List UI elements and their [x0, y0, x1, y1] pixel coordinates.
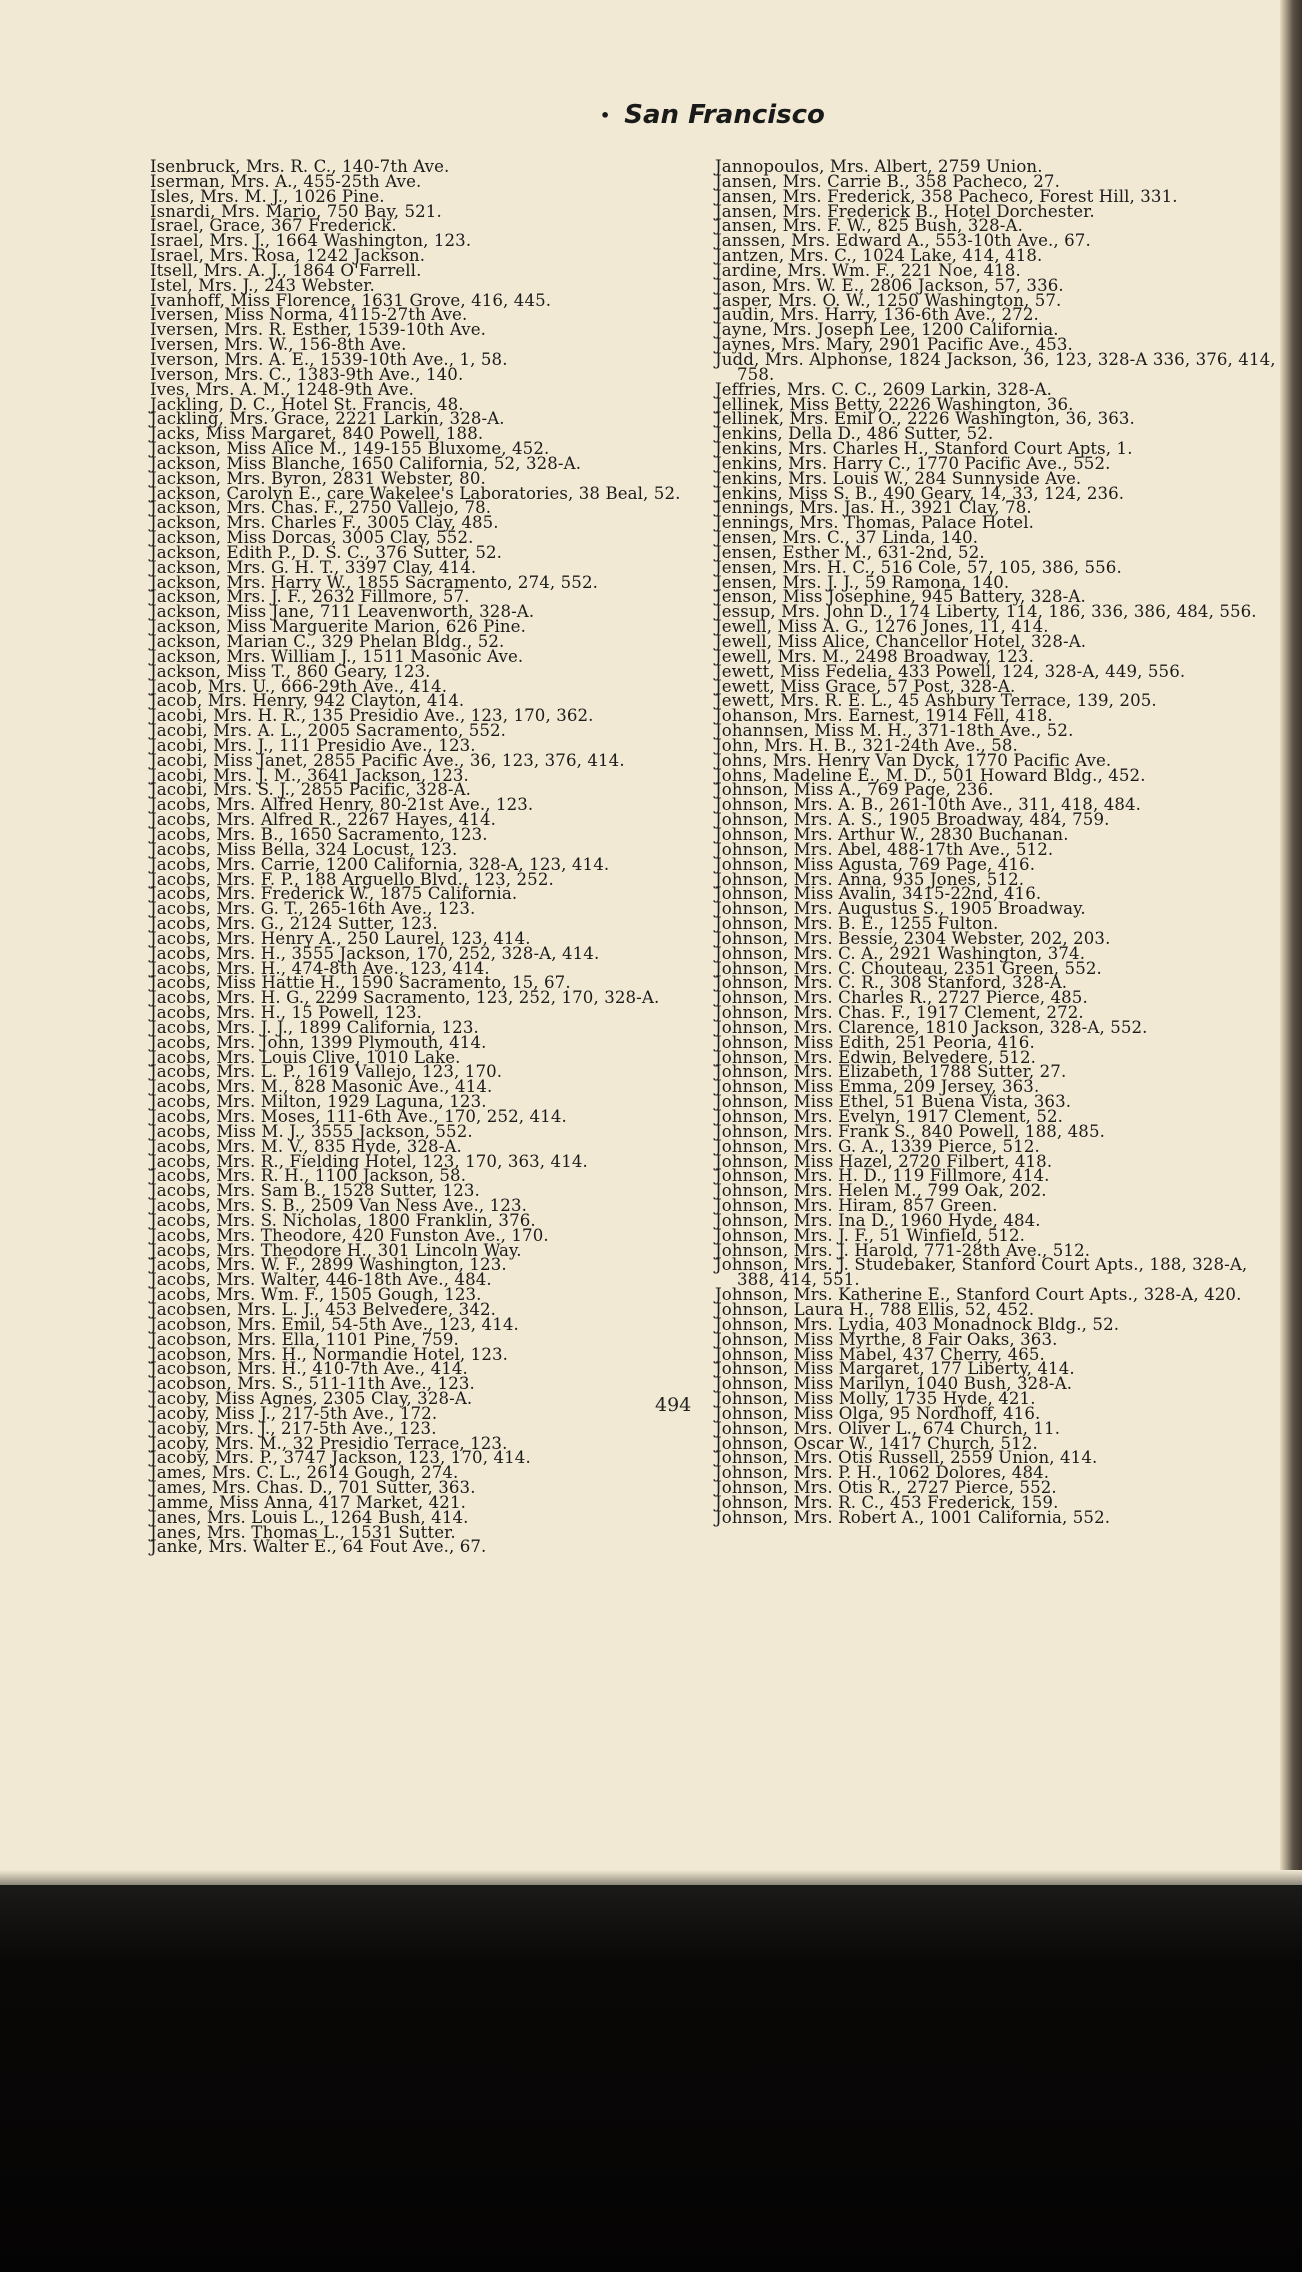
directory-entry: Jansen, Mrs. Frederick B., Hotel Dorchester. — [715, 201, 1095, 221]
directory-entry: Jansen, Mrs. F. W., 825 Bush, 328-A. — [715, 216, 1023, 236]
directory-entry: Jackson, Mrs. Harry W., 1855 Sacramento, 274, 552. — [150, 572, 598, 592]
directory-entry: Johnson, Miss Olga, 95 Nordhoff, 416. — [715, 1403, 1041, 1423]
directory-entry: Johnson, Mrs. Clarence, 1810 Jackson, 328-A, 552. — [715, 1017, 1148, 1037]
directory-entry: Judd, Mrs. Alphonse, 1824 Jackson, 36, 123, 328-A 336, 376, 414, 758. — [715, 349, 1276, 384]
directory-entry: Jacobs, Mrs. F. P., 188 Arguello Blvd., 123, 252. — [150, 869, 554, 889]
directory-entry: Israel, Grace, 367 Frederick. — [150, 216, 397, 236]
directory-entry: Jacobs, Mrs. M., 828 Masonic Ave., 414. — [150, 1077, 493, 1097]
directory-entry: Jackson, Miss Dorcas, 3005 Clay, 552. — [150, 528, 474, 548]
directory-entry: Iverson, Mrs. A. E., 1539-10th Ave., 1, 58. — [150, 349, 508, 369]
directory-entry: Jenkins, Mrs. Charles H., Stanford Court Apts, 1. — [715, 439, 1133, 459]
directory-entry: Itsell, Mrs. A. J., 1864 O'Farrell. — [150, 260, 422, 280]
directory-entry: Jacobi, Mrs. J. M., 3641 Jackson, 123. — [150, 765, 469, 785]
directory-entry: Jacobs, Mrs. Milton, 1929 Laguna, 123. — [150, 1092, 487, 1112]
directory-entry: James, Mrs. C. L., 2614 Gough, 274. — [150, 1463, 459, 1483]
directory-entry: Jacobs, Mrs. G. T., 265-16th Ave., 123. — [150, 899, 476, 919]
directory-entry: Johnson, Mrs. R. C., 453 Frederick, 159. — [715, 1492, 1059, 1512]
directory-entry: Jacobs, Mrs. M. V., 835 Hyde, 328-A. — [150, 1136, 462, 1156]
page-title: San Francisco — [624, 100, 825, 130]
directory-entry: Johnson, Mrs. Robert A., 1001 California, 552. — [715, 1507, 1111, 1527]
directory-entry: Johnson, Mrs. Evelyn, 1917 Clement, 52. — [715, 1107, 1064, 1126]
directory-entry: Johnson, Mrs. Otis R., 2727 Pierce, 552. — [715, 1478, 1057, 1498]
directory-entry: Jackling, Mrs. Grace, 2221 Larkin, 328-A. — [150, 409, 505, 429]
directory-entry: Jardine, Mrs. Wm. F., 221 Noe, 418. — [715, 260, 1021, 280]
directory-entry: Jantzen, Mrs. C., 1024 Lake, 414, 418. — [715, 246, 1043, 266]
directory-entry: Jacobs, Mrs. Carrie, 1200 California, 328-A, 123, 414. — [150, 854, 610, 874]
directory-entry: Jenkins, Mrs. Louis W., 284 Sunnyside Ave. — [715, 468, 1082, 488]
directory-entry: Jacobs, Mrs. H., 15 Powell, 123. — [150, 1003, 423, 1023]
directory-entry: Jacoby, Mrs. J., 217-5th Ave., 123. — [150, 1418, 437, 1438]
directory-entry: Istel, Mrs. J., 243 Webster. — [150, 275, 375, 295]
directory-entry: Isles, Mrs. M. J., 1026 Pine. — [150, 186, 385, 206]
directory-entry: Jensen, Mrs. H. C., 516 Cole, 57, 105, 386, 556. — [715, 557, 1122, 577]
directory-entry: Jackson, Mrs. Byron, 2831 Webster, 80. — [150, 468, 486, 488]
directory-entry: Johnson, Mrs. A. S., 1905 Broadway, 484, 759. — [715, 810, 1110, 830]
directory-entry: Johnson, Mrs. Elizabeth, 1788 Sutter, 27. — [715, 1062, 1067, 1082]
directory-entry: Jellinek, Miss Betty, 2226 Washington, 36. — [715, 394, 1074, 414]
directory-entry: Jacobs, Mrs. Walter, 446-18th Ave., 484. — [150, 1270, 492, 1290]
directory-entry: Jacobs, Mrs. Theodore H., 301 Lincoln Way. — [150, 1240, 522, 1260]
directory-entry: Johnson, Mrs. C. Chouteau, 2351 Green, 552. — [715, 958, 1102, 978]
directory-entry: Janes, Mrs. Louis L., 1264 Bush, 414. — [150, 1507, 469, 1527]
directory-entry: Jacobi, Mrs. S. J., 2855 Pacific, 328-A. — [150, 780, 472, 800]
directory-entry: Janssen, Mrs. Edward A., 553-10th Ave., 67. — [715, 231, 1091, 251]
directory-entry: Jacoby, Mrs. M., 32 Presidio Terrace, 123. — [150, 1433, 508, 1453]
directory-entry: Johnson, Miss Mabel, 437 Cherry, 465. — [715, 1344, 1045, 1364]
directory-entry: Jacobson, Mrs. S., 511-11th Ave., 123. — [150, 1374, 475, 1394]
directory-entry: Jacobs, Mrs. H., 474-8th Ave., 123, 414. — [150, 958, 490, 978]
directory-entry: Johnson, Miss Margaret, 177 Liberty, 414. — [715, 1359, 1075, 1379]
directory-entry: Jackson, Miss Alice M., 149-155 Bluxome, 452. — [150, 439, 550, 459]
directory-entry: Jacobs, Mrs. B., 1650 Sacramento, 123. — [150, 824, 488, 844]
directory-entry: Jacobi, Mrs. J., 111 Presidio Ave., 123. — [150, 735, 476, 755]
directory-entry: Jackson, Miss Blanche, 1650 California, 52, 328-A. — [150, 453, 582, 473]
directory-entry: Johnson, Mrs. Abel, 488-17th Ave., 512. — [715, 839, 1054, 859]
directory-entry: Jasper, Mrs. O. W., 1250 Washington, 57. — [715, 290, 1062, 310]
directory-entry: Johnson, Mrs. Ina D., 1960 Hyde, 484. — [715, 1210, 1041, 1230]
directory-entry: Jacobs, Mrs. R. H., 1100 Jackson, 58. — [150, 1166, 467, 1186]
right-column — [715, 157, 1276, 1527]
directory-entry: Jackson, Mrs. William J., 1511 Masonic Ave. — [150, 646, 524, 666]
directory-entry: Johnson, Miss Avalin, 3415-22nd, 416. — [715, 884, 1042, 904]
directory-entry: James, Mrs. Chas. D., 701 Sutter, 363. — [150, 1478, 476, 1498]
directory-entry: Jacobs, Mrs. Sam B., 1528 Sutter, 123. — [150, 1181, 480, 1201]
directory-entry: Johnson, Mrs. Lydia, 403 Monadnock Bldg., 52. — [715, 1314, 1120, 1334]
directory-entry: Johnson, Mrs. C. A., 2921 Washington, 374. — [715, 943, 1086, 963]
directory-entry: Jackson, Mrs. J. F., 2632 Fillmore, 57. — [150, 587, 470, 607]
directory-entry: Johnson, Mrs. G. A., 1339 Pierce, 512. — [715, 1136, 1040, 1156]
directory-entry: Jacobs, Mrs. Wm. F., 1505 Gough, 123. — [150, 1285, 482, 1305]
directory-entry: Johnson, Mrs. Helen M., 799 Oak, 202. — [715, 1181, 1047, 1201]
directory-entry: Jacob, Mrs. Henry, 942 Clayton, 414. — [150, 691, 465, 711]
directory-entry: Iversen, Miss Norma, 4115-27th Ave. — [150, 305, 468, 325]
directory-entry: Johnson, Miss Molly, 1735 Hyde, 421. — [715, 1389, 1036, 1409]
directory-entry: Jacobson, Mrs. H., Normandie Hotel, 123. — [150, 1344, 509, 1364]
directory-entry: Jacobs, Mrs. S. B., 2509 Van Ness Ave., 123. — [150, 1196, 527, 1216]
directory-entry: Isnardi, Mrs. Mario, 750 Bay, 521. — [150, 201, 442, 221]
directory-entry: Jacobs, Mrs. Frederick W., 1875 California. — [150, 884, 518, 904]
directory-entry: Johnson, Miss Ethel, 51 Buena Vista, 363. — [715, 1092, 1072, 1112]
directory-entry: Jacoby, Mrs. P., 3747 Jackson, 123, 170, 414. — [150, 1448, 531, 1468]
directory-entry: Jaynes, Mrs. Mary, 2901 Pacific Ave., 453. — [715, 335, 1073, 355]
directory-entry: Jacobs, Mrs. S. Nicholas, 1800 Franklin, 376. — [150, 1210, 536, 1230]
directory-entry: Jacobson, Mrs. H., 410-7th Ave., 414. — [150, 1359, 468, 1379]
directory-entry: Jacobson, Mrs. Ella, 1101 Pine, 759. — [150, 1329, 459, 1349]
directory-entry: Jellinek, Mrs. Emil O., 2226 Washington, 36, 363. — [715, 409, 1135, 429]
directory-entry: Israel, Mrs. J., 1664 Washington, 123. — [150, 231, 472, 251]
directory-entry: Israel, Mrs. Rosa, 1242 Jackson. — [150, 246, 426, 266]
directory-entry: Johns, Mrs. Henry Van Dyck, 1770 Pacific Ave. — [715, 750, 1112, 770]
directory-entry: Johanson, Mrs. Earnest, 1914 Fell, 418. — [715, 706, 1053, 726]
left-column — [150, 157, 690, 1557]
directory-entry: Johnson, Mrs. Frank S., 840 Powell, 188, 485. — [715, 1121, 1105, 1141]
directory-entry: Johnson, Mrs. Arthur W., 2830 Buchanan. — [715, 824, 1069, 844]
dark-background — [0, 1885, 1302, 2272]
directory-entry: Johnson, Mrs. A. B., 261-10th Ave., 311, 418, 484. — [715, 795, 1142, 815]
directory-entry: Jacobi, Miss Janet, 2855 Pacific Ave., 36, 123, 376, 414. — [150, 750, 625, 770]
directory-entry: Johnson, Mrs. Bessie, 2304 Webster, 202, 203. — [715, 928, 1111, 948]
directory-entry: Jackson, Mrs. Charles F., 3005 Clay, 485. — [150, 513, 499, 533]
directory-entry: Jenkins, Mrs. Harry C., 1770 Pacific Ave., 552. — [715, 453, 1111, 473]
directory-entry: Jackson, Edith P., D. S. C., 376 Sutter, 52. — [150, 542, 503, 562]
directory-entry: Johnson, Mrs. Chas. F., 1917 Clement, 272. — [715, 1003, 1084, 1023]
directory-entry: Johnson, Mrs. J. Harold, 771-28th Ave., 512. — [715, 1240, 1091, 1260]
directory-entry: Jewett, Mrs. R. E. L., 45 Ashbury Terrace, 139, 205. — [715, 691, 1157, 711]
directory-entry: Johnson, Mrs. Augustus S., 1905 Broadway. — [715, 899, 1086, 919]
directory-entry: Jacobs, Mrs. W. F., 2899 Washington, 123. — [150, 1255, 507, 1275]
directory-entry: Jacobson, Mrs. Emil, 54-5th Ave., 123, 414. — [150, 1314, 519, 1334]
directory-entry: Jacobs, Miss M. J., 3555 Jackson, 552. — [150, 1121, 473, 1141]
directory-entry: Jewell, Miss A. G., 1276 Jones, 11, 414. — [715, 617, 1049, 637]
directory-entry: Jackson, Carolyn E., care Wakelee's Laboratories, 38 Beal, 52. — [150, 483, 681, 503]
directory-entry: Jackson, Marian C., 329 Phelan Bldg., 52. — [150, 632, 505, 651]
directory-entry: Jewett, Miss Grace, 57 Post, 328-A. — [715, 676, 1016, 696]
directory-entry: Johnson, Miss Myrthe, 8 Fair Oaks, 363. — [715, 1329, 1058, 1349]
directory-entry: Johnson, Mrs. J. Studebaker, Stanford Court Apts., 188, 328-A, 388, 414, 551. — [715, 1255, 1248, 1290]
directory-entry: Jacobs, Mrs. H. G., 2299 Sacramento, 123, 252, 170, 328-A. — [150, 988, 660, 1008]
directory-entry: Jacobs, Mrs. R., Fielding Hotel, 123, 170, 363, 414. — [150, 1151, 588, 1171]
directory-entry: Jessup, Mrs. John D., 174 Liberty, 114, 186, 336, 386, 484, 556. — [715, 602, 1257, 622]
directory-entry: Jenkins, Della D., 486 Sutter, 52. — [715, 424, 994, 444]
directory-entry: Jackson, Mrs. G. H. T., 3397 Clay, 414. — [150, 557, 477, 577]
directory-entry: Johannsen, Miss M. H., 371-18th Ave., 52. — [715, 721, 1074, 741]
directory-entry: Iversen, Mrs. W., 156-8th Ave. — [150, 335, 407, 355]
directory-entry: Johnson, Miss Marilyn, 1040 Bush, 328-A. — [715, 1374, 1073, 1394]
directory-entry: Jacobs, Mrs. Theodore, 420 Funston Ave., 170. — [150, 1225, 549, 1245]
directory-entry: Jason, Mrs. W. E., 2806 Jackson, 57, 336. — [715, 275, 1064, 295]
directory-entry: Jacobs, Miss Hattie H., 1590 Sacramento, 15, 67. — [150, 973, 571, 993]
directory-entry: Isenbruck, Mrs. R. C., 140-7th Ave. — [150, 157, 450, 176]
directory-entry: John, Mrs. H. B., 321-24th Ave., 58. — [715, 735, 1018, 755]
directory-entry: Johnson, Mrs. P. H., 1062 Dolores, 484. — [715, 1463, 1050, 1483]
directory-entry: Jenson, Miss Josephine, 945 Battery, 328-A. — [715, 587, 1086, 607]
directory-entry: Jaudin, Mrs. Harry, 136-6th Ave., 272. — [715, 305, 1039, 325]
directory-entry: Johnson, Oscar W., 1417 Church, 512. — [715, 1433, 1038, 1453]
directory-entry: Jacobsen, Mrs. L. J., 453 Belvedere, 342. — [150, 1299, 497, 1319]
directory-entry: Janke, Mrs. Walter E., 64 Fout Ave., 67. — [150, 1537, 487, 1557]
directory-entry: Jensen, Esther M., 631-2nd, 52. — [715, 542, 985, 562]
directory-entry: Jacobs, Mrs. H., 3555 Jackson, 170, 252, 328-A, 414. — [150, 943, 600, 963]
directory-entry: Jewell, Miss Alice, Chancellor Hotel, 328-A. — [715, 632, 1087, 651]
directory-entry: Jewell, Mrs. M., 2498 Broadway, 123. — [715, 646, 1034, 666]
directory-entry: Johnson, Miss Hazel, 2720 Filbert, 418. — [715, 1151, 1053, 1171]
directory-entry: Johnson, Mrs. Charles R., 2727 Pierce, 485. — [715, 988, 1088, 1008]
directory-entry: Jacobs, Mrs. Alfred Henry, 80-21st Ave., 123. — [150, 795, 534, 815]
directory-entry: Johnson, Mrs. Otis Russell, 2559 Union, 414. — [715, 1448, 1098, 1468]
directory-entry: Jennings, Mrs. Thomas, Palace Hotel. — [715, 513, 1034, 533]
directory-entry: Jannopoulos, Mrs. Albert, 2759 Union. — [715, 157, 1043, 176]
directory-entry: Jensen, Mrs. J. J., 59 Ramona, 140. — [715, 572, 1010, 592]
directory-entry: Jamme, Miss Anna, 417 Market, 421. — [150, 1492, 466, 1512]
directory-entry: Jackson, Mrs. Chas. F., 2750 Vallejo, 78. — [150, 498, 492, 518]
directory-entry: Jacobs, Mrs. Moses, 111-6th Ave., 170, 252, 414. — [150, 1107, 567, 1126]
directory-entry: Johnson, Miss Emma, 209 Jersey, 363. — [715, 1077, 1040, 1097]
directory-entry: Jacobs, Mrs. Louis Clive, 1010 Lake. — [150, 1047, 461, 1067]
directory-entry: Jackson, Miss Jane, 711 Leavenworth, 328-A. — [150, 602, 535, 622]
directory-entry: Jacobi, Mrs. A. L., 2005 Sacramento, 552. — [150, 721, 507, 741]
directory-entry: Johnson, Mrs. J. F., 51 Winfield, 512. — [715, 1225, 1026, 1245]
directory-entry: Jacobs, Mrs. Alfred R., 2267 Hayes, 414. — [150, 810, 496, 830]
directory-entry: Ives, Mrs. A. M., 1248-9th Ave. — [150, 379, 415, 399]
directory-entry: Jacobs, Mrs. J. J., 1899 California, 123. — [150, 1017, 479, 1037]
directory-entry: Jacobs, Mrs. L. P., 1619 Vallejo, 123, 170. — [150, 1062, 503, 1082]
directory-entry: Jacobs, Mrs. Henry A., 250 Laurel, 123, 414. — [150, 928, 531, 948]
directory-entry: Jansen, Mrs. Frederick, 358 Pacheco, Forest Hill, 331. — [715, 186, 1178, 206]
header-bullet: • — [600, 106, 611, 125]
directory-entry: Jackson, Miss Marguerite Marion, 626 Pine. — [150, 617, 526, 637]
directory-entry: Iserman, Mrs. A., 455-25th Ave. — [150, 171, 422, 191]
directory-entry: Johnson, Miss Edith, 251 Peoria, 416. — [715, 1032, 1035, 1052]
directory-entry: Jacobi, Mrs. H. R., 135 Presidio Ave., 123, 170, 362. — [150, 706, 594, 726]
directory-entry: Ivanhoff, Miss Florence, 1631 Grove, 416, 445. — [150, 290, 552, 310]
directory-entry: Jacob, Mrs. U., 666-29th Ave., 414. — [150, 676, 448, 696]
directory-entry: Johns, Madeline E., M. D., 501 Howard Bldg., 452. — [715, 765, 1146, 785]
page-edge — [1280, 0, 1302, 1940]
directory-entry: Jacks, Miss Margaret, 840 Powell, 188. — [150, 424, 484, 444]
directory-entry: Jennings, Mrs. Jas. H., 3921 Clay, 78. — [715, 498, 1032, 518]
directory-entry: Johnson, Mrs. Edwin, Belvedere, 512. — [715, 1047, 1037, 1067]
directory-entry: Jacobs, Mrs. G., 2124 Sutter, 123. — [150, 914, 438, 934]
directory-entry: Janes, Mrs. Thomas L., 1531 Sutter. — [150, 1522, 456, 1542]
directory-entry: Jayne, Mrs. Joseph Lee, 1200 California. — [715, 320, 1059, 340]
directory-entry: Jackson, Miss T., 860 Geary, 123. — [150, 661, 431, 681]
directory-entry: Jansen, Mrs. Carrie B., 358 Pacheco, 27. — [715, 171, 1060, 191]
directory-entry: Johnson, Mrs. Katherine E., Stanford Court Apts., 328-A, 420. — [715, 1285, 1242, 1305]
directory-entry: Jensen, Mrs. C., 37 Linda, 140. — [715, 528, 979, 548]
directory-entry: Johnson, Laura H., 788 Ellis, 52, 452. — [715, 1299, 1035, 1319]
directory-entry: Jacobs, Miss Bella, 324 Locust, 123. — [150, 839, 458, 859]
directory-entry: Jacoby, Miss Agnes, 2305 Clay, 328-A. — [150, 1389, 473, 1409]
directory-entry: Jenkins, Miss S. B., 490 Geary, 14, 33, 124, 236. — [715, 483, 1125, 503]
directory-entry: Jacobs, Mrs. John, 1399 Plymouth, 414. — [150, 1032, 487, 1052]
directory-entry: Johnson, Mrs. Anna, 935 Jones, 512. — [715, 869, 1025, 889]
directory-entry: Johnson, Miss A., 769 Page, 236. — [715, 780, 994, 800]
page-number: 494 — [655, 1394, 692, 1416]
directory-entry: Jackling, D. C., Hotel St. Francis, 48. — [150, 394, 464, 414]
directory-entry: Johnson, Mrs. Hiram, 857 Green. — [715, 1196, 998, 1216]
directory-entry: Jacoby, Miss J., 217-5th Ave., 172. — [150, 1403, 438, 1423]
directory-entry: Jeffries, Mrs. C. C., 2609 Larkin, 328-A. — [715, 379, 1053, 399]
directory-entry: Johnson, Mrs. B. E., 1255 Fulton. — [715, 914, 999, 934]
directory-entry: Johnson, Miss Agusta, 769 Page, 416. — [715, 854, 1036, 874]
page-header — [600, 100, 825, 130]
directory-entry: Jewett, Miss Fedelia, 433 Powell, 124, 328-A, 449, 556. — [715, 661, 1186, 681]
directory-entry: Iversen, Mrs. R. Esther, 1539-10th Ave. — [150, 320, 487, 340]
directory-entry: Johnson, Mrs. Oliver L., 674 Church, 11. — [715, 1418, 1061, 1438]
directory-entry: Johnson, Mrs. C. R., 308 Stanford, 328-A. — [715, 973, 1068, 993]
directory-entry: Iverson, Mrs. C., 1383-9th Ave., 140. — [150, 364, 464, 384]
directory-entry: Johnson, Mrs. H. D., 119 Fillmore, 414. — [715, 1166, 1050, 1186]
